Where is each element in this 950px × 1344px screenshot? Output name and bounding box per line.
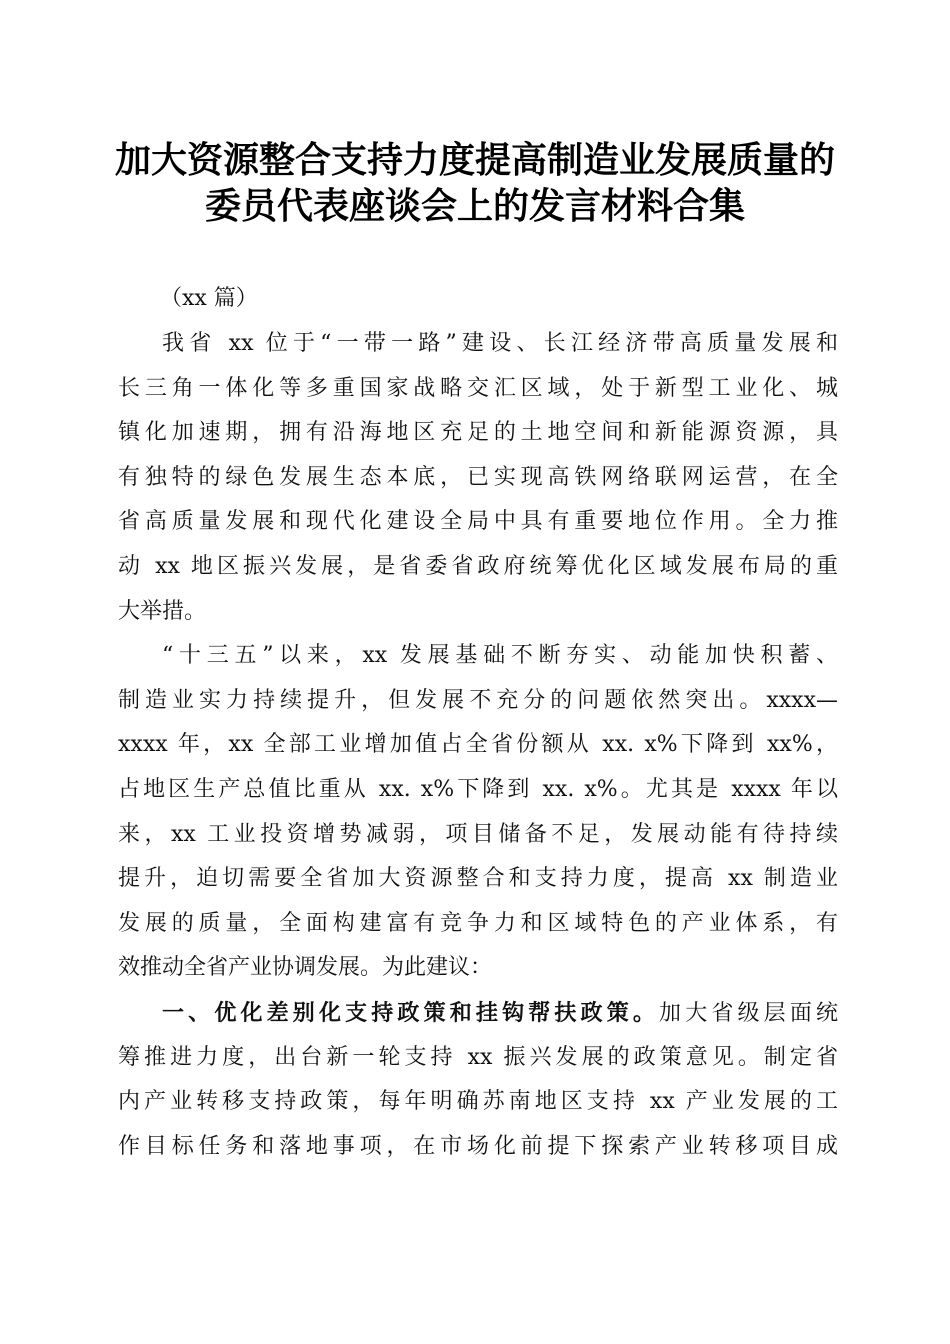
paragraph-1-line: 大举措。 — [118, 598, 207, 624]
paragraph-2-line: “十三五”以来，xx 发展基础不断夯实、动能加快积蓄、 — [162, 643, 838, 669]
paragraph-2-line: 提升，迫切需要全省加大资源整合和支持力度，提高 xx 制造业 — [118, 866, 838, 892]
paragraph-1-line: 有独特的绿色发展生态本底，已实现高铁网络联网运营，在全 — [118, 464, 838, 490]
paragraph-3-first-line-rest: 加大省级层面统 — [659, 1000, 838, 1026]
paragraph-1-line: 我省 xx 位于“一带一路”建设、长江经济带高质量发展和 — [162, 331, 838, 356]
paragraph-1-line: 长三角一体化等多重国家战略交汇区域，处于新型工业化、城 — [118, 375, 838, 401]
document-body — [118, 322, 838, 1169]
document-subtitle: （xx 篇） — [160, 286, 258, 311]
paragraph-2-line: 制造业实力持续提升，但发展不充分的问题依然突出。xxxx— — [118, 687, 838, 713]
paragraph-3-first-line — [118, 991, 838, 1036]
paragraph-3-line: 作目标任务和落地事项，在市场化前提下探索产业转移项目成 — [118, 1133, 838, 1159]
paragraph-2-line: 占地区生产总值比重从 xx. x%下降到 xx. x%。尤其是 xxxx 年以 — [118, 776, 838, 802]
document-title-line-1: 加大资源整合支持力度提高制造业发展质量的 — [114, 139, 835, 181]
paragraph-2-line: 效推动全省产业协调发展。为此建议： — [118, 955, 493, 981]
paragraph-3-line: 筹推进力度，出台新一轮支持 xx 振兴发展的政策意见。制定省 — [118, 1044, 838, 1070]
paragraph-2-line: 来，xx 工业投资增势减弱，项目储备不足，发展动能有待持续 — [118, 821, 838, 847]
paragraph-1-line: 省高质量发展和现代化建设全局中具有重要地位作用。全力推 — [118, 509, 838, 535]
document-title-line-2: 委员代表座谈会上的发言材料合集 — [204, 185, 745, 227]
paragraph-1-line: 镇化加速期，拥有沿海地区充足的土地空间和新能源资源，具 — [118, 420, 838, 446]
paragraph-3-line: 内产业转移支持政策，每年明确苏南地区支持 xx 产业发展的工 — [118, 1089, 838, 1115]
section-heading: 一、优化差别化支持政策和挂钩帮扶政策。 — [162, 999, 660, 1026]
paragraph-1-line: 动 xx 地区振兴发展，是省委省政府统筹优化区域发展布局的重 — [118, 553, 838, 579]
paragraph-2-line: 发展的质量，全面构建富有竞争力和区域特色的产业体系，有 — [118, 910, 838, 936]
paragraph-2-line: xxxx 年，xx 全部工业增加值占全省份额从 xx. x%下降到 xx%， — [118, 732, 838, 758]
